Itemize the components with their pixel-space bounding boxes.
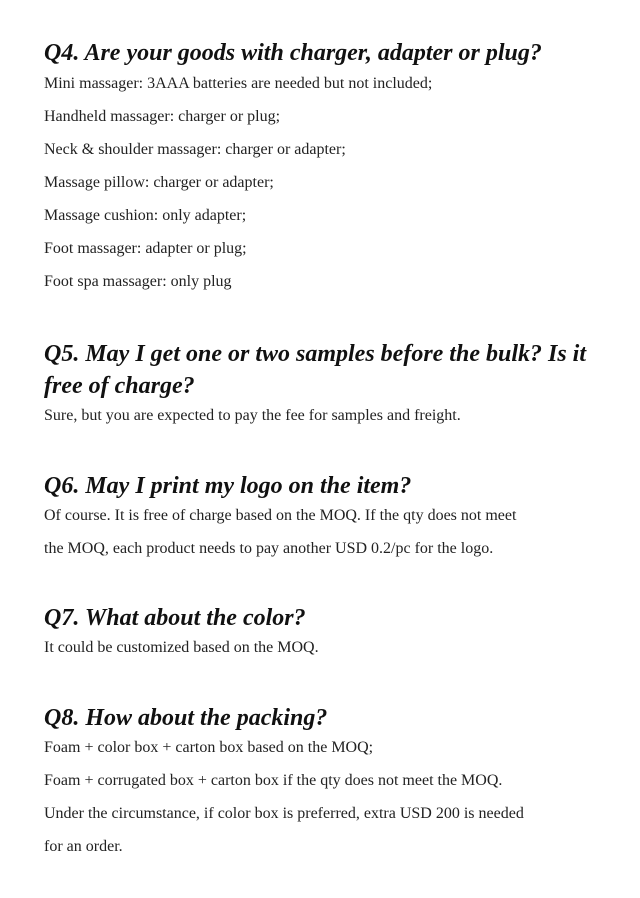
answer-line: Foot spa massager: only plug (44, 273, 232, 290)
answer-line: Neck & shoulder massager: charger or adapter; (44, 141, 346, 158)
faq-question: Q6. May I print my logo on the item? (44, 473, 412, 499)
answer-line: Foot massager: adapter or plug; (44, 240, 247, 257)
faq-item-q7 (44, 602, 614, 664)
answer-line: Mini massager: 3AAA batteries are needed but not included; (44, 75, 433, 92)
faq-item-q8 (44, 702, 614, 863)
faq-answer (44, 631, 614, 664)
faq-question (44, 338, 614, 402)
answer-line: Foam + color box + carton box based on the MOQ; (44, 739, 374, 756)
question-line: free of charge? (44, 373, 195, 399)
faq-item-q4 (44, 37, 614, 298)
answer-line: for an order. (44, 838, 123, 855)
faq-answer (44, 499, 614, 565)
faq-item-q5 (44, 338, 614, 432)
question-line: Q5. May I get one or two samples before the bulk? Is it (44, 341, 587, 367)
answer-line: Massage cushion: only adapter; (44, 207, 247, 224)
answer-line: Massage pillow: charger or adapter; (44, 174, 274, 191)
faq-answer (44, 399, 614, 432)
faq-question: Q8. How about the packing? (44, 705, 328, 731)
faq-question: Q7. What about the color? (44, 605, 306, 631)
answer-line: Of course. It is free of charge based on the MOQ. If the qty does not meet (44, 507, 517, 524)
answer-line: It could be customized based on the MOQ. (44, 639, 319, 656)
faq-answer (44, 67, 614, 298)
faq-answer (44, 731, 614, 863)
faq-item-q6 (44, 470, 614, 565)
answer-line: Under the circumstance, if color box is preferred, extra USD 200 is needed (44, 805, 524, 822)
answer-line: the MOQ, each product needs to pay another USD 0.2/pc for the logo. (44, 540, 494, 557)
faq-question: Q4. Are your goods with charger, adapter or plug? (44, 40, 542, 66)
answer-line: Sure, but you are expected to pay the fee for samples and freight. (44, 407, 461, 424)
answer-line: Foam + corrugated box + carton box if the qty does not meet the MOQ. (44, 772, 503, 789)
answer-line: Handheld massager: charger or plug; (44, 108, 281, 125)
